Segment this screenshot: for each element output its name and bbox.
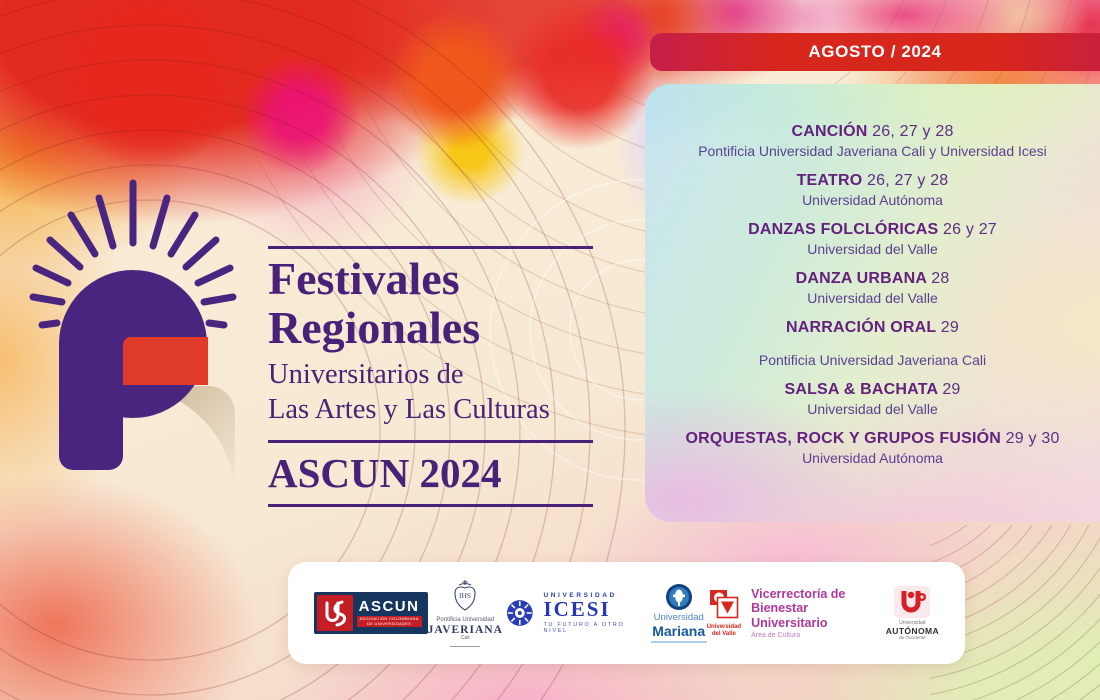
event-name: TEATRO: [796, 172, 863, 189]
event-narracion-oral: [645, 318, 1100, 369]
mariana-divider: [651, 641, 707, 643]
event-dates: 29: [940, 319, 959, 336]
javeriana-line3: Cali: [460, 635, 470, 642]
event-name: CANCIÓN: [791, 123, 868, 140]
sun-rays-icon: [33, 183, 233, 325]
subtitle-line-1: Universitarios de: [268, 358, 464, 390]
event-salsa-bachata: [645, 380, 1100, 418]
mariana-line2: Mariana: [652, 622, 706, 639]
month-banner: [650, 33, 1100, 71]
event-dates: 29 y 30: [1005, 430, 1060, 447]
event-venue: Universidad Autónoma: [802, 192, 943, 208]
javeriana-divider: [450, 646, 480, 647]
autonoma-line1: Universidad: [899, 620, 926, 627]
event-name: DANZA URBANA: [795, 270, 927, 287]
mariana-line1: Universidad: [653, 612, 704, 624]
ascun-tagline: ASOCIACIÓN COLOMBIANA DE UNIVERSIDADES: [357, 616, 422, 627]
poster-subtitle: [268, 357, 598, 428]
ascun-mark-icon: [317, 595, 353, 631]
event-danzas-folcloricas: [645, 220, 1100, 258]
poster-title: [268, 255, 598, 353]
title-block: [268, 246, 598, 507]
univalle-icon: [708, 588, 740, 624]
event-name: SALSA & BACHATA: [784, 381, 938, 398]
sponsors-bar: [288, 562, 965, 664]
bienestar-line2: Bienestar Universitario: [751, 601, 828, 630]
title-line-1: Festivales: [268, 253, 460, 304]
logo-mariana: [651, 583, 707, 643]
ascun-name: ASCUN: [358, 597, 420, 615]
mariana-badge-icon: [665, 583, 693, 611]
event-dates: 26, 27 y 28: [872, 123, 954, 140]
subtitle-line-2: Las Artes y Las Culturas: [268, 394, 550, 426]
logo-red-block: [123, 337, 208, 385]
bienestar-line3: Área de Cultura: [751, 632, 801, 640]
icesi-line2: ICESI: [543, 597, 611, 622]
edition-label: ASCUN 2024: [268, 449, 502, 496]
title-rule-middle: [268, 440, 593, 443]
event-venue: Universidad del Valle: [807, 241, 938, 257]
event-dates: 26, 27 y 28: [867, 172, 949, 189]
bienestar-line1: Vicerrectoría de: [751, 586, 846, 601]
logo-univalle-group: [707, 587, 886, 639]
javeriana-line1: Pontificia Universidad: [436, 617, 495, 624]
univalle-line2: del Valle: [711, 631, 736, 637]
bienestar-text: [751, 587, 886, 639]
logo-leg: [59, 344, 123, 470]
svg-text:IHS: IHS: [459, 591, 472, 601]
logo-tan-curve: [123, 386, 235, 499]
event-orquestas-rock-fusion: [645, 429, 1100, 467]
logo-autonoma: [886, 585, 939, 641]
events-panel: [645, 84, 1100, 522]
event-venue: Universidad del Valle: [807, 290, 938, 306]
event-dates: 28: [931, 270, 950, 287]
title-rule-bottom: [268, 504, 593, 507]
festival-logo-mark: [8, 160, 268, 505]
logo-univalle: [707, 588, 741, 637]
event-dates: 26 y 27: [943, 221, 997, 238]
icesi-line1: UNIVERSIDAD: [543, 591, 617, 599]
logo-javeriana: [428, 579, 503, 647]
event-venue: Pontificia Universidad Javeriana Cali: [758, 352, 987, 368]
title-line-2: Regionales: [268, 301, 481, 353]
title-rule-top: [268, 246, 593, 249]
event-name: NARRACIÓN ORAL: [786, 319, 937, 336]
event-dates: 29: [942, 381, 961, 398]
logo-ascun: [314, 592, 428, 634]
event-venue: Universidad del Valle: [807, 401, 938, 417]
event-venue: Pontificia Universidad Javeriana Cali y Universidad Icesi: [698, 143, 1047, 159]
javeriana-line2: JAVERIANA: [427, 623, 503, 636]
icesi-line3: TU FUTURO A OTRO NIVEL: [543, 622, 625, 635]
month-label: AGOSTO / 2024: [808, 42, 942, 61]
logo-dome: [59, 270, 207, 418]
univalle-line1: Universidad: [706, 624, 742, 631]
autonoma-icon: [893, 585, 931, 619]
event-teatro: [645, 171, 1100, 209]
event-danza-urbana: [645, 269, 1100, 307]
event-venue: Universidad Autónoma: [802, 450, 943, 466]
autonoma-line3: de Occidente: [899, 634, 926, 640]
event-cancion: [645, 122, 1100, 160]
event-name: DANZAS FOLCLÓRICAS: [748, 221, 939, 238]
logo-icesi: [503, 592, 651, 634]
autonoma-line2: AUTÓNOMA: [885, 625, 939, 636]
event-name: ORQUESTAS, ROCK Y GRUPOS FUSIÓN: [685, 430, 1002, 447]
javeriana-crest-icon: [450, 579, 480, 615]
icesi-sun-icon: [503, 596, 537, 630]
